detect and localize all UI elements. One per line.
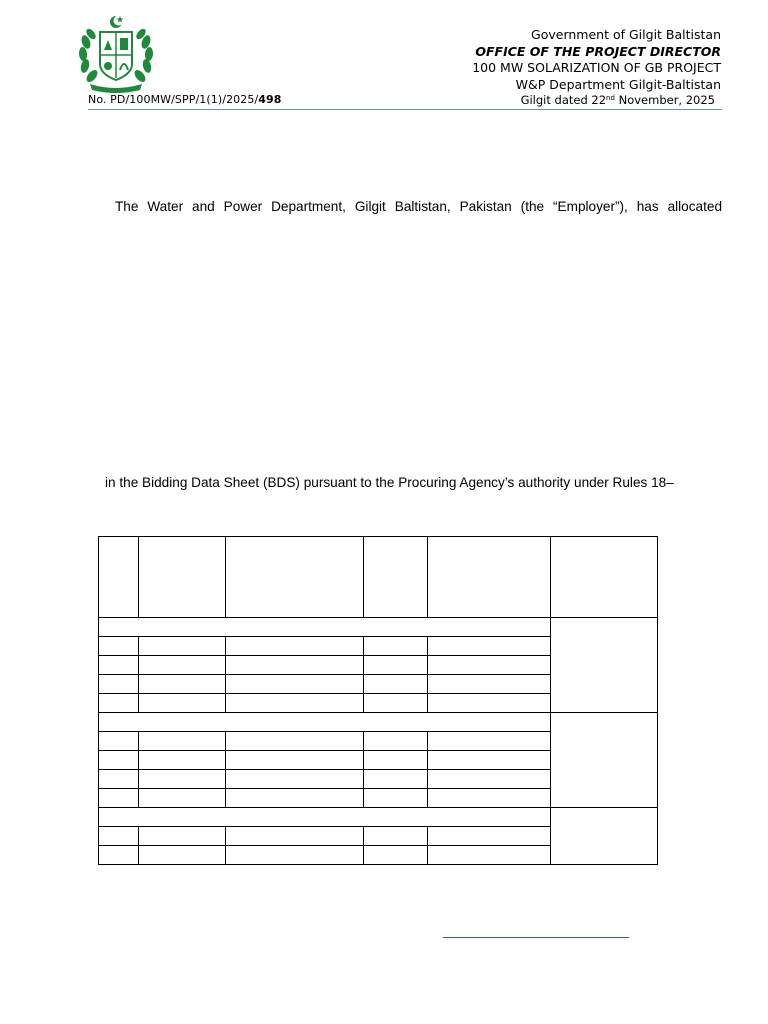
table-group-row	[99, 713, 658, 732]
letterhead-office: OFFICE OF THE PROJECT DIRECTOR	[475, 43, 721, 59]
table-cell	[139, 770, 226, 789]
table-cell	[364, 751, 428, 770]
letterhead-project: 100 MW SOLARIZATION OF GB PROJECT	[472, 60, 721, 75]
table-cell	[364, 770, 428, 789]
table-cell	[139, 637, 226, 656]
table-cell	[99, 618, 551, 637]
body-paragraph-1: The Water and Power Department, Gilgit Baltistan, Pakistan (the “Employer”), has allocated	[115, 199, 722, 214]
letterhead-government: Government of Gilgit Baltistan	[531, 27, 721, 42]
table-cell	[428, 637, 551, 656]
letter-date	[521, 93, 715, 107]
table-cell	[364, 656, 428, 675]
table-cell	[428, 751, 551, 770]
table-cell	[428, 694, 551, 713]
table-cell	[551, 618, 658, 713]
table-cell	[139, 732, 226, 751]
table-cell	[226, 846, 364, 865]
table-cell	[226, 656, 364, 675]
table-cell	[226, 675, 364, 694]
table-cell	[139, 537, 226, 618]
table-cell	[551, 713, 658, 808]
table-cell	[139, 751, 226, 770]
table-cell	[226, 732, 364, 751]
date-suffix: November, 2025	[614, 93, 715, 107]
table-cell	[99, 637, 139, 656]
table-cell	[364, 789, 428, 808]
table-cell	[99, 770, 139, 789]
date-prefix: Gilgit dated 22	[520, 93, 607, 107]
table-header-row	[99, 537, 658, 618]
table-cell	[364, 827, 428, 846]
body-paragraph-2: in the Bidding Data Sheet (BDS) pursuant to the Procuring Agency’s authority under Rules 18–	[105, 475, 674, 490]
date-ordinal: nd	[606, 94, 615, 102]
letterhead-department: W&P Department Gilgit-Baltistan	[515, 76, 721, 92]
table-cell	[226, 537, 364, 618]
table-cell	[428, 732, 551, 751]
table-cell	[226, 751, 364, 770]
table-cell	[226, 770, 364, 789]
table-cell	[139, 656, 226, 675]
table-cell	[99, 656, 139, 675]
table-cell	[364, 846, 428, 865]
table-group-row	[99, 618, 658, 637]
table-cell	[428, 656, 551, 675]
signature-link-line[interactable]	[443, 937, 629, 938]
table-cell	[99, 713, 551, 732]
table-cell	[139, 694, 226, 713]
table-cell	[99, 694, 139, 713]
table-cell	[428, 789, 551, 808]
table-cell	[364, 637, 428, 656]
table-cell	[551, 808, 658, 865]
table-cell	[99, 751, 139, 770]
header-divider	[88, 109, 722, 110]
table-cell	[99, 846, 139, 865]
table-cell	[99, 808, 551, 827]
table-cell	[364, 732, 428, 751]
table-cell	[139, 827, 226, 846]
table-cell	[226, 789, 364, 808]
table-cell	[551, 537, 658, 618]
government-emblem-icon	[76, 12, 156, 94]
table-cell	[428, 537, 551, 618]
table-cell	[99, 789, 139, 808]
table-group-row	[99, 808, 658, 827]
table-cell	[226, 694, 364, 713]
table-cell	[99, 827, 139, 846]
letterhead	[472, 27, 721, 93]
reference-prefix: No. PD/100MW/SPP/1(1)/2025/	[88, 93, 259, 106]
table-cell	[99, 675, 139, 694]
reference-serial: 498	[258, 93, 282, 106]
table-cell	[364, 694, 428, 713]
table-cell	[139, 789, 226, 808]
table-cell	[139, 846, 226, 865]
table-cell	[364, 537, 428, 618]
table-cell	[428, 846, 551, 865]
table-cell	[99, 732, 139, 751]
table-cell	[364, 675, 428, 694]
lots-table	[98, 536, 658, 865]
table-cell	[226, 827, 364, 846]
table-cell	[428, 675, 551, 694]
table-cell	[428, 770, 551, 789]
table-cell	[99, 537, 139, 618]
table-cell	[226, 637, 364, 656]
table-cell	[139, 675, 226, 694]
reference-number	[88, 93, 282, 106]
table-cell	[428, 827, 551, 846]
